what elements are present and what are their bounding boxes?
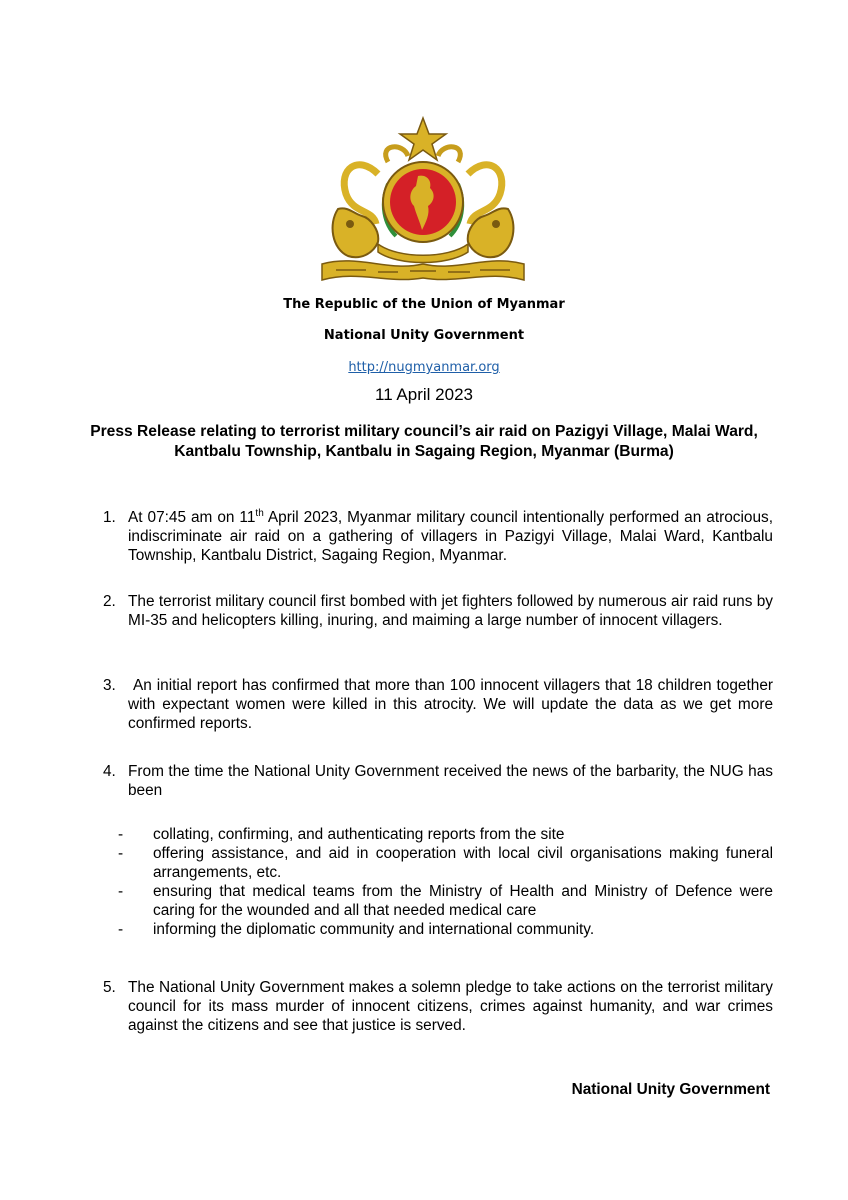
list-item-text: At 07:45 am on 11th April 2023, Myanmar military council intentionally performed an atrocious, indiscriminate air raid on a gathering of villagers in Pazigyi Village, Malai Ward, Kantbalu Township, Kantbalu District, Sagaing Region, Myanmar. [128,507,773,564]
press-release-title: Press Release relating to terrorist military council’s air raid on Pazigyi Village, Malai Ward, Kantbalu Township, Kantbalu in Sagaing Region, Myanmar (Burma) [90,423,758,460]
bullet-item: - ensuring that medical teams from the Ministry of Health and Ministry of Defence were caring for the wounded and all that needed medical care [118,883,773,919]
list-item-2 [103,592,773,630]
list-item-text: The terrorist military council first bombed with jet fighters followed by numerous air raid runs by MI-35 and helicopters killing, inuring, and maiming a large number of innocent villagers. [128,593,773,629]
bullet-dash: - [118,845,124,862]
list-item-4 [103,762,773,800]
country-name: The Republic of the Union of Myanmar [283,297,565,312]
state-emblem-icon [318,114,528,284]
list-number: 3. [103,677,116,694]
list-number: 2. [103,593,116,610]
list-item-1 [103,508,773,565]
bullet-dash: - [118,826,124,843]
list-number: 5. [103,979,116,996]
signature: National Unity Government [571,1081,770,1098]
organization-name: National Unity Government [323,328,525,343]
list-item-text: The National Unity Government makes a solemn pledge to take actions on the terrorist military council for its mass murder of innocent citizens, crimes against humanity, and war crimes against the citizens and see that justice is served. [128,979,773,1034]
bullet-item: - offering assistance, and aid in cooperation with local civil organisations making funeral arrangements, etc. [118,845,773,881]
list-item-5 [103,978,773,1035]
ordinal-suffix: th [255,507,264,519]
release-date: 11 April 2023 [375,385,473,404]
bullet-item: - collating, confirming, and authenticating reports from the site [118,826,565,843]
bullet-item: - informing the diplomatic community and international community. [118,921,595,938]
bullet-dash: - [118,883,124,900]
list-item-3 [103,676,778,733]
website-link[interactable]: http://nugmyanmar.org [348,360,500,375]
bullet-list [118,825,773,939]
website-line [0,358,848,376]
list-item-text: An initial report has confirmed that more than 100 innocent villagers that 18 children together with expectant women were killed in this atrocity. We will update the data as we get more confirmed reports. [128,677,778,732]
list-item-text: From the time the National Unity Government received the news of the barbarity, the NUG has been [128,763,773,799]
bullet-dash: - [118,921,124,938]
list-number: 1. [103,509,116,526]
list-number: 4. [103,763,116,780]
